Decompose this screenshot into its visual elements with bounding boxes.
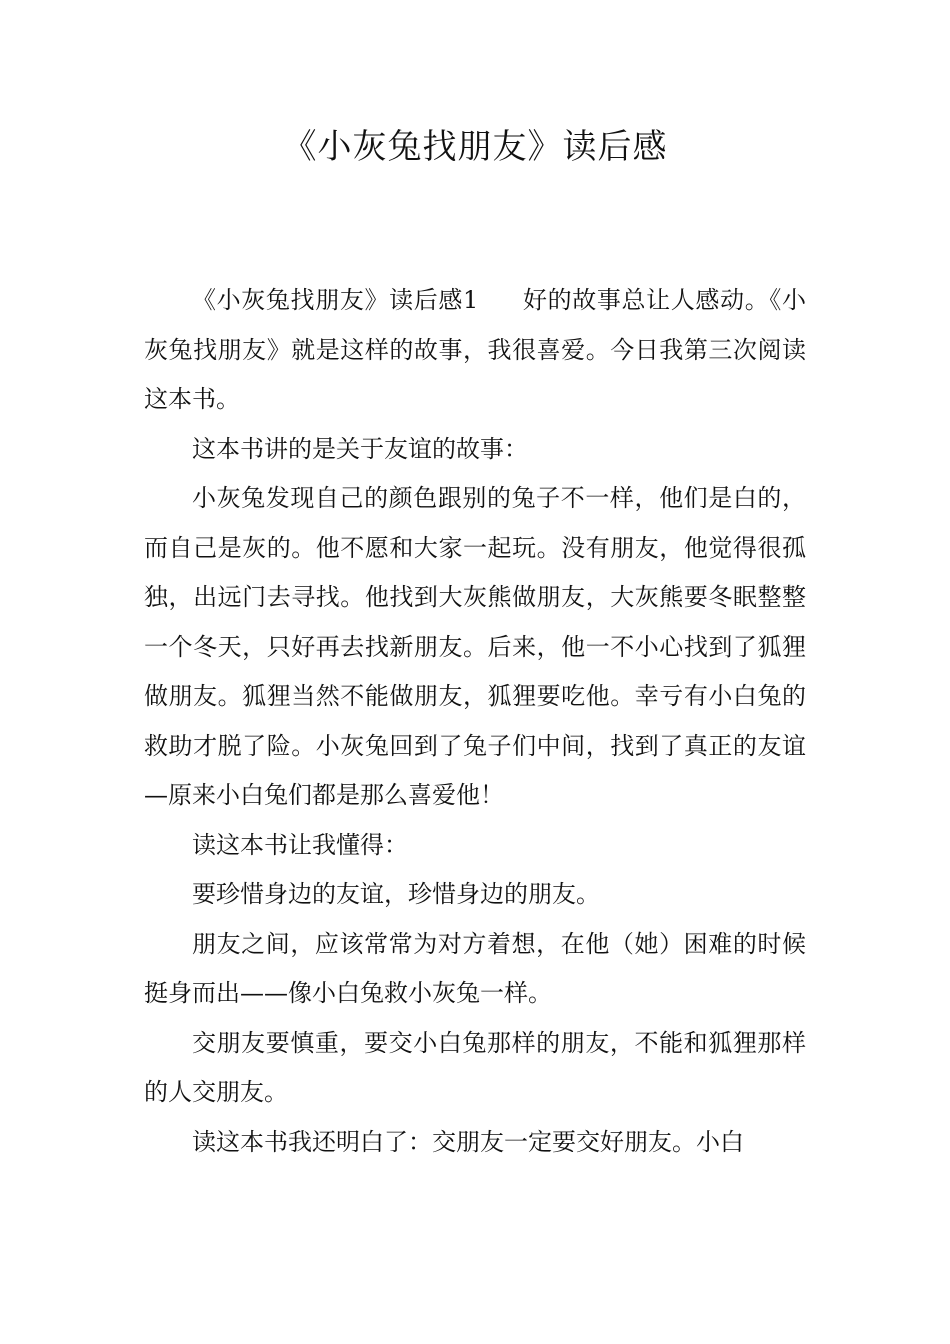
paragraph: 读这本书我还明白了：交朋友一定要交好朋友。小白 bbox=[192, 1127, 744, 1156]
paragraph-intro bbox=[144, 276, 806, 425]
paragraph: 这本书讲的是关于友谊的故事： bbox=[192, 434, 528, 463]
paragraph: 读这本书让我懂得： bbox=[192, 830, 408, 859]
document-body bbox=[144, 276, 806, 1167]
intro-text: 好的故事总让人感动。《小灰兔找朋友》就是这样的故事，我很喜爱。今日我第三次阅读这本书。 bbox=[144, 286, 806, 413]
paragraph: 交朋友要慎重，要交小白兔那样的朋友，不能和狐狸那样的人交朋友。 bbox=[144, 1028, 806, 1106]
paragraph: 要珍惜身边的友谊，珍惜身边的朋友。 bbox=[192, 880, 600, 908]
paragraph: 小灰兔发现自己的颜色跟别的兔子不一样，他们是白的，而自己是灰的。他不愿和大家一起玩。没有朋友，他觉得很孤独，出远门去寻找。他找到大灰熊做朋友，大灰熊要冬眠整整一个冬天，只好再去找新朋友。后来，他一不小心找到了狐狸做朋友。狐狸当然不能做朋友，狐狸要吃他。幸亏有小白兔的救助才脱了险。小灰兔回到了兔子们中间，找到了真正的友谊—原来小白兔们都是那么喜爱他！ bbox=[144, 484, 806, 809]
document-title: 《小灰兔找朋友》读后感 bbox=[282, 127, 668, 167]
paragraph: 朋友之间，应该常常为对方着想，在他（她）困难的时候挺身而出——像小白兔救小灰兔一样。 bbox=[144, 929, 806, 1007]
essay-heading: 《小灰兔找朋友》读后感1 bbox=[192, 286, 479, 314]
